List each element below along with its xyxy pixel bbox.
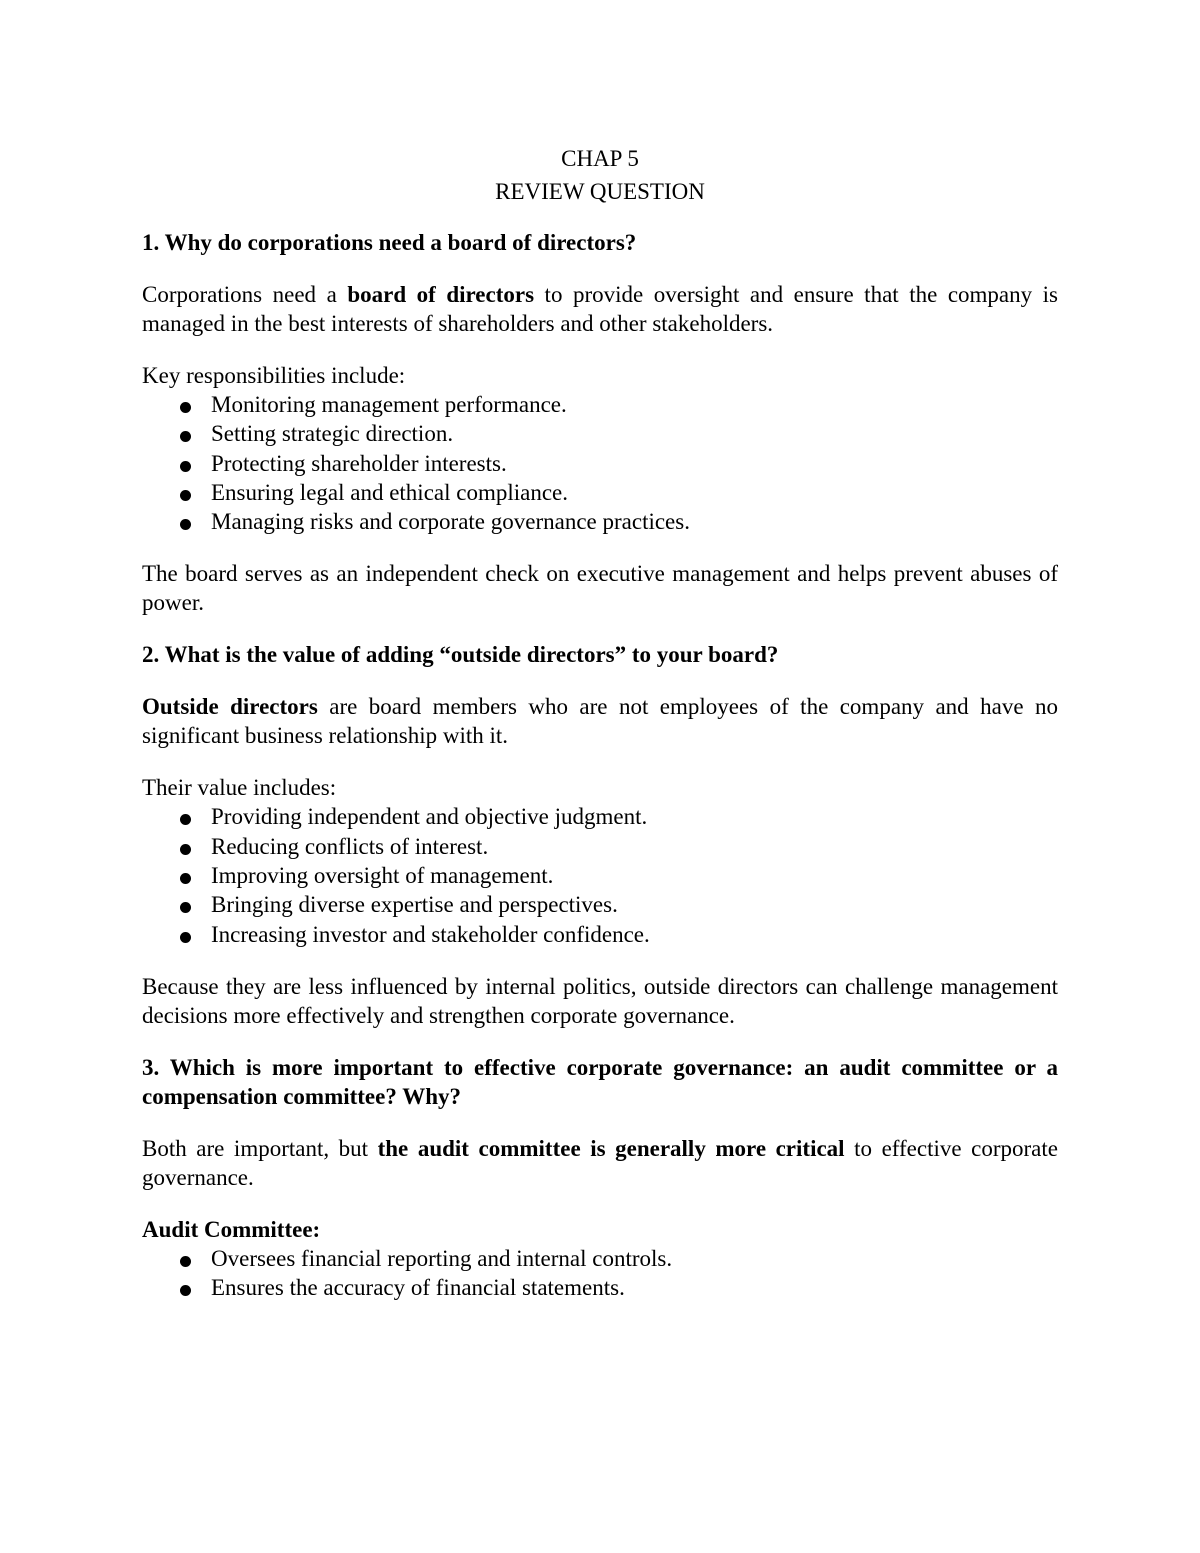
question-2: 2. What is the value of adding “outside directors” to your board?: [142, 642, 779, 668]
list-item-text: Ensuring legal and ethical compliance.: [211, 479, 569, 505]
list-item: [142, 920, 1058, 949]
list-item: [142, 507, 1058, 536]
q3-answer-bold: the audit committee is generally more critical: [377, 1135, 845, 1161]
list-item-text: Setting strategic direction.: [211, 421, 454, 447]
bullet-icon: [180, 873, 191, 884]
bullet-icon: [180, 844, 191, 855]
bullet-icon: [180, 461, 191, 472]
list-item-text: Providing independent and objective judgment.: [211, 804, 648, 830]
list-item: [142, 1244, 1058, 1273]
list-item-text: Protecting shareholder interests.: [211, 450, 507, 476]
list-item-text: Ensures the accuracy of financial statements.: [211, 1275, 625, 1301]
q3-answer-post: to effective corporate governance.: [142, 1135, 1058, 1190]
list-item-text: Monitoring management performance.: [211, 392, 567, 417]
q3-answer: [142, 1134, 1058, 1192]
audit-committee-list: [142, 1244, 1058, 1303]
q2-value-list: [142, 802, 1058, 948]
q3-answer-pre: Both are important, but: [142, 1135, 378, 1161]
list-item-text: Improving oversight of management.: [211, 863, 554, 889]
list-item: [142, 390, 1058, 419]
q1-responsibility-list: [142, 390, 1058, 536]
list-item: [142, 890, 1058, 919]
q2-list-intro: Their value includes:: [142, 775, 337, 801]
q1-answer-pre: Corporations need a: [142, 282, 348, 307]
chapter-title: CHAP 5: [561, 146, 639, 171]
list-item: [142, 832, 1058, 861]
list-item-text: Reducing conflicts of interest.: [211, 833, 489, 859]
list-item: [142, 419, 1058, 448]
bullet-icon: [180, 431, 191, 442]
document-page: [142, 142, 1058, 1303]
q2-answer-post: are board members who are not employees of the company and have no significant business relationship with it.: [142, 694, 1058, 749]
list-item: [142, 478, 1058, 507]
q1-list-intro: Key responsibilities include:: [142, 363, 406, 388]
q1-answer: [142, 280, 1058, 338]
list-item-text: Bringing diverse expertise and perspectives.: [211, 892, 618, 918]
bullet-icon: [180, 402, 191, 413]
document-subtitle: REVIEW QUESTION: [495, 179, 705, 204]
list-item: [142, 449, 1058, 478]
list-item-text: Oversees financial reporting and internal controls.: [211, 1245, 673, 1271]
audit-committee-heading: Audit Committee:: [142, 1216, 321, 1242]
q1-conclusion: The board serves as an independent check on executive management and helps prevent abuses of power.: [142, 561, 1058, 616]
bullet-icon: [180, 1256, 191, 1267]
q1-answer-post: to provide oversight and ensure that the company is managed in the best interests of shareholders and other stakeholders.: [142, 282, 1058, 336]
bullet-icon: [180, 932, 191, 943]
list-item-text: Increasing investor and stakeholder confidence.: [211, 921, 650, 947]
list-item: [142, 802, 1058, 831]
list-item: [142, 861, 1058, 890]
list-item: [142, 1273, 1058, 1302]
question-1: 1. Why do corporations need a board of directors?: [142, 230, 637, 255]
bullet-icon: [180, 519, 191, 530]
bullet-icon: [180, 902, 191, 913]
q1-answer-bold: board of directors: [347, 282, 535, 307]
bullet-icon: [180, 1285, 191, 1296]
bullet-icon: [180, 814, 191, 825]
q2-conclusion: Because they are less influenced by internal politics, outside directors can challenge management decisions more effectively and strengthen corporate governance.: [142, 973, 1058, 1028]
q2-answer: [142, 692, 1058, 750]
question-3: 3. Which is more important to effective corporate governance: an audit committee or a compensation committee? Why?: [142, 1054, 1058, 1109]
bullet-icon: [180, 490, 191, 501]
q2-answer-bold: Outside directors: [142, 694, 318, 720]
list-item-text: Managing risks and corporate governance practices.: [211, 509, 690, 535]
